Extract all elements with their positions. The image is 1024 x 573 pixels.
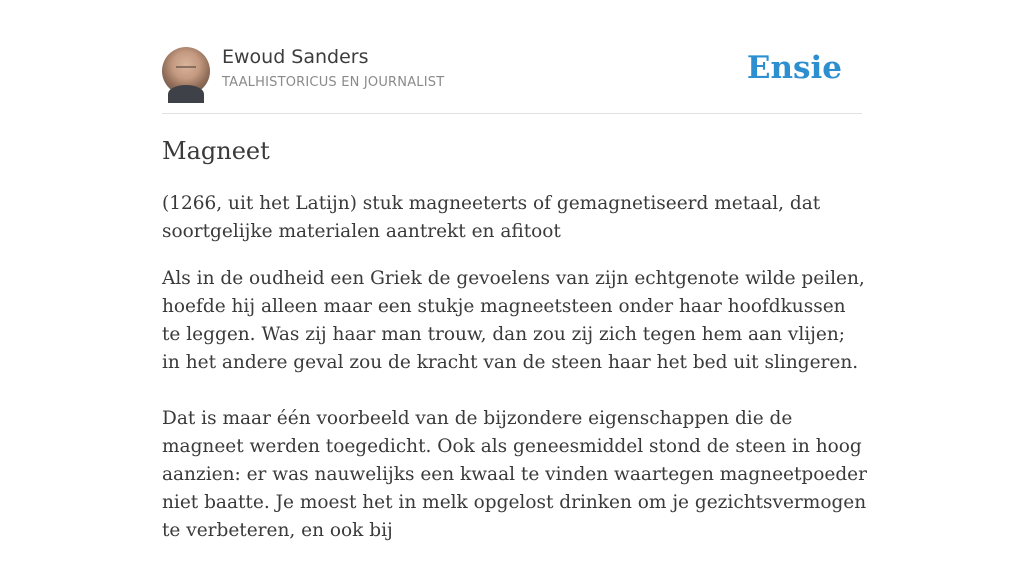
article-body: [162, 265, 867, 573]
author-role: TAALHISTORICUS EN JOURNALIST: [222, 75, 445, 90]
article-definition: (1266, uit het Latijn) stuk magneeterts of gemagnetiseerd metaal, dat soortgelijke materialen aantrekt en afitoot: [162, 193, 821, 242]
article-paragraph: Als in de oudheid een Griek de gevoelens van zijn echtgenote wilde peilen, hoefde hij alleen maar een stukje magneetsteen onder haar hoofdkussen te leggen. Was zij haar man trouw, dan zou zij zich tegen hem aan vlijen; in het andere geval zou de kracht van de steen haar het bed uit slingeren.: [162, 268, 865, 373]
article-paragraph: Dat is maar één voorbeeld van de bijzondere eigenschappen die de magneet werden toegedicht. Ook als geneesmiddel stond de steen in hoog aanzien: er was nauwelijks een kwaal te vinden waartegen magneetpoeder niet baatte. Je moest het in melk opgelost drinken om je gezichtsvermogen te verbeteren, en ook bij: [162, 408, 867, 541]
avatar-glasses: [176, 66, 196, 73]
article-title: Magneet: [162, 137, 270, 165]
author-header: [162, 0, 862, 114]
author-name[interactable]: Ewoud Sanders: [222, 46, 369, 68]
author-avatar[interactable]: [162, 47, 210, 95]
ensie-logo[interactable]: Ensie: [746, 50, 842, 86]
avatar-shirt: [168, 85, 204, 103]
article-container: [162, 0, 867, 541]
